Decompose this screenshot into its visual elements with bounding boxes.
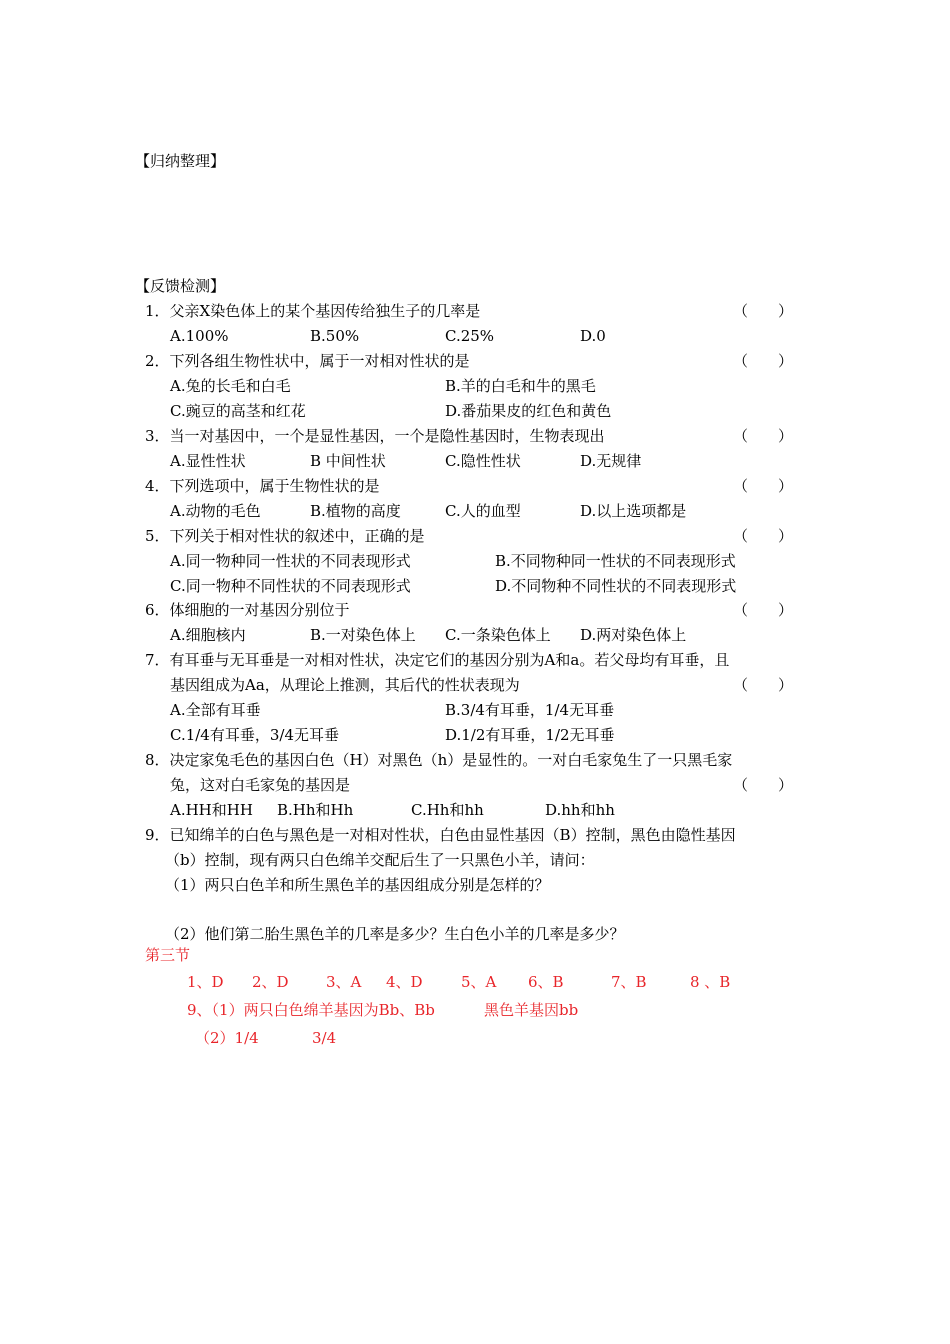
heading-feedback: 【反馈检测】 <box>135 277 226 295</box>
answer-item: 6、B <box>528 973 564 991</box>
option-b: B.Hh和Hh <box>277 801 354 819</box>
answer-blank: （ ） <box>733 527 794 545</box>
option-c: C.Hh和hh <box>411 801 484 819</box>
option-c: C.隐性性状 <box>445 452 521 470</box>
answer-q9-part2: （2）1/4 <box>195 1029 259 1047</box>
question-text: 1．父亲X染色体上的某个基因传给独生子的几率是 <box>145 302 481 320</box>
sub-question-2: （2）他们第二胎生黑色羊的几率是多少？生白色小羊的几率是多少？ <box>165 925 625 943</box>
answer-item: 1、D <box>187 973 224 991</box>
option-c: C.1/4有耳垂，3/4无耳垂 <box>170 726 339 744</box>
option-b: B 中间性状 <box>310 452 386 470</box>
answer-blank: （ ） <box>733 776 794 794</box>
option-a: A.动物的毛色 <box>170 502 261 520</box>
option-c: C.25% <box>445 327 495 345</box>
answer-item: 7、B <box>611 973 647 991</box>
question-text: 4．下列选项中，属于生物性状的是 <box>145 477 380 495</box>
answer-q9-part2b: 3/4 <box>312 1029 337 1047</box>
option-d: D.0 <box>580 327 606 345</box>
option-d: D.不同物种不同性状的不同表现形式 <box>495 577 737 595</box>
question-text: 6．体细胞的一对基因分别位于 <box>145 601 350 619</box>
question-text-line1: 9．已知绵羊的白色与黑色是一对相对性状，白色由显性基因（B）控制，黑色由隐性基因 <box>145 826 736 844</box>
answer-blank: （ ） <box>733 302 794 320</box>
question-text: 3．当一对基因中，一个是显性基因，一个是隐性基因时，生物表现出 <box>145 427 605 445</box>
question-text-line2: 基因组成为Aa，从理论上推测，其后代的性状表现为 <box>170 676 520 694</box>
question-text-line2: 兔，这对白毛家兔的基因是 <box>170 776 351 794</box>
option-a: A.显性性状 <box>170 452 246 470</box>
option-a: A.HH和HH <box>170 801 253 819</box>
option-d: D.以上选项都是 <box>580 502 687 520</box>
sub-question-1: （1）两只白色羊和所生黑色羊的基因组成分别是怎样的？ <box>165 876 550 894</box>
answer-blank: （ ） <box>733 601 794 619</box>
option-b: B.羊的白毛和牛的黑毛 <box>445 377 596 395</box>
question-text: 2．下列各组生物性状中，属于一对相对性状的是 <box>145 352 470 370</box>
option-d: D.无规律 <box>580 452 642 470</box>
option-c: C.一条染色体上 <box>445 626 551 644</box>
option-b: B.一对染色体上 <box>310 626 416 644</box>
option-a: A.全部有耳垂 <box>170 701 261 719</box>
option-a: A.100% <box>170 327 229 345</box>
option-a: A.兔的长毛和白毛 <box>170 377 291 395</box>
heading-summary: 【归纳整理】 <box>135 152 226 170</box>
question-text: 5．下列关于相对性状的叙述中，正确的是 <box>145 527 425 545</box>
answer-blank: （ ） <box>733 427 794 445</box>
question-text-line1: 7．有耳垂与无耳垂是一对相对性状，决定它们的基因分别为A和a。若父母均有耳垂，且 <box>145 651 730 669</box>
option-b: B.3/4有耳垂，1/4无耳垂 <box>445 701 615 719</box>
option-b: B.植物的高度 <box>310 502 401 520</box>
question-text-line1: 8．决定家兔毛色的基因白色（H）对黑色（h）是显性的。一对白毛家兔生了一只黑毛家 <box>145 751 733 769</box>
answer-blank: （ ） <box>733 477 794 495</box>
answer-item: 5、A <box>461 973 497 991</box>
option-c: C.豌豆的高茎和红花 <box>170 402 306 420</box>
option-d: D.两对染色体上 <box>580 626 687 644</box>
option-d: D.1/2有耳垂，1/2无耳垂 <box>445 726 615 744</box>
answer-blank: （ ） <box>733 676 794 694</box>
answer-item: 3、A <box>326 973 362 991</box>
answer-q9-part1: 9、（1）两只白色绵羊基因为Bb、Bb <box>187 1001 435 1019</box>
answer-item: 8 、B <box>690 973 731 991</box>
option-d: D.番茄果皮的红色和黄色 <box>445 402 612 420</box>
option-b: B.不同物种同一性状的不同表现形式 <box>495 552 736 570</box>
option-a: A.同一物种同一性状的不同表现形式 <box>170 552 411 570</box>
answer-item: 4、D <box>386 973 423 991</box>
answer-section-title: 第三节 <box>145 946 191 964</box>
option-a: A.细胞核内 <box>170 626 246 644</box>
answer-blank: （ ） <box>733 352 794 370</box>
option-b: B.50% <box>310 327 360 345</box>
answer-q9-black: 黑色羊基因bb <box>484 1001 579 1019</box>
question-text-line2: （b）控制，现有两只白色绵羊交配后生了一只黑色小羊，请问： <box>165 851 595 869</box>
option-c: C.同一物种不同性状的不同表现形式 <box>170 577 411 595</box>
option-d: D.hh和hh <box>545 801 615 819</box>
option-c: C.人的血型 <box>445 502 521 520</box>
answer-item: 2、D <box>252 973 289 991</box>
